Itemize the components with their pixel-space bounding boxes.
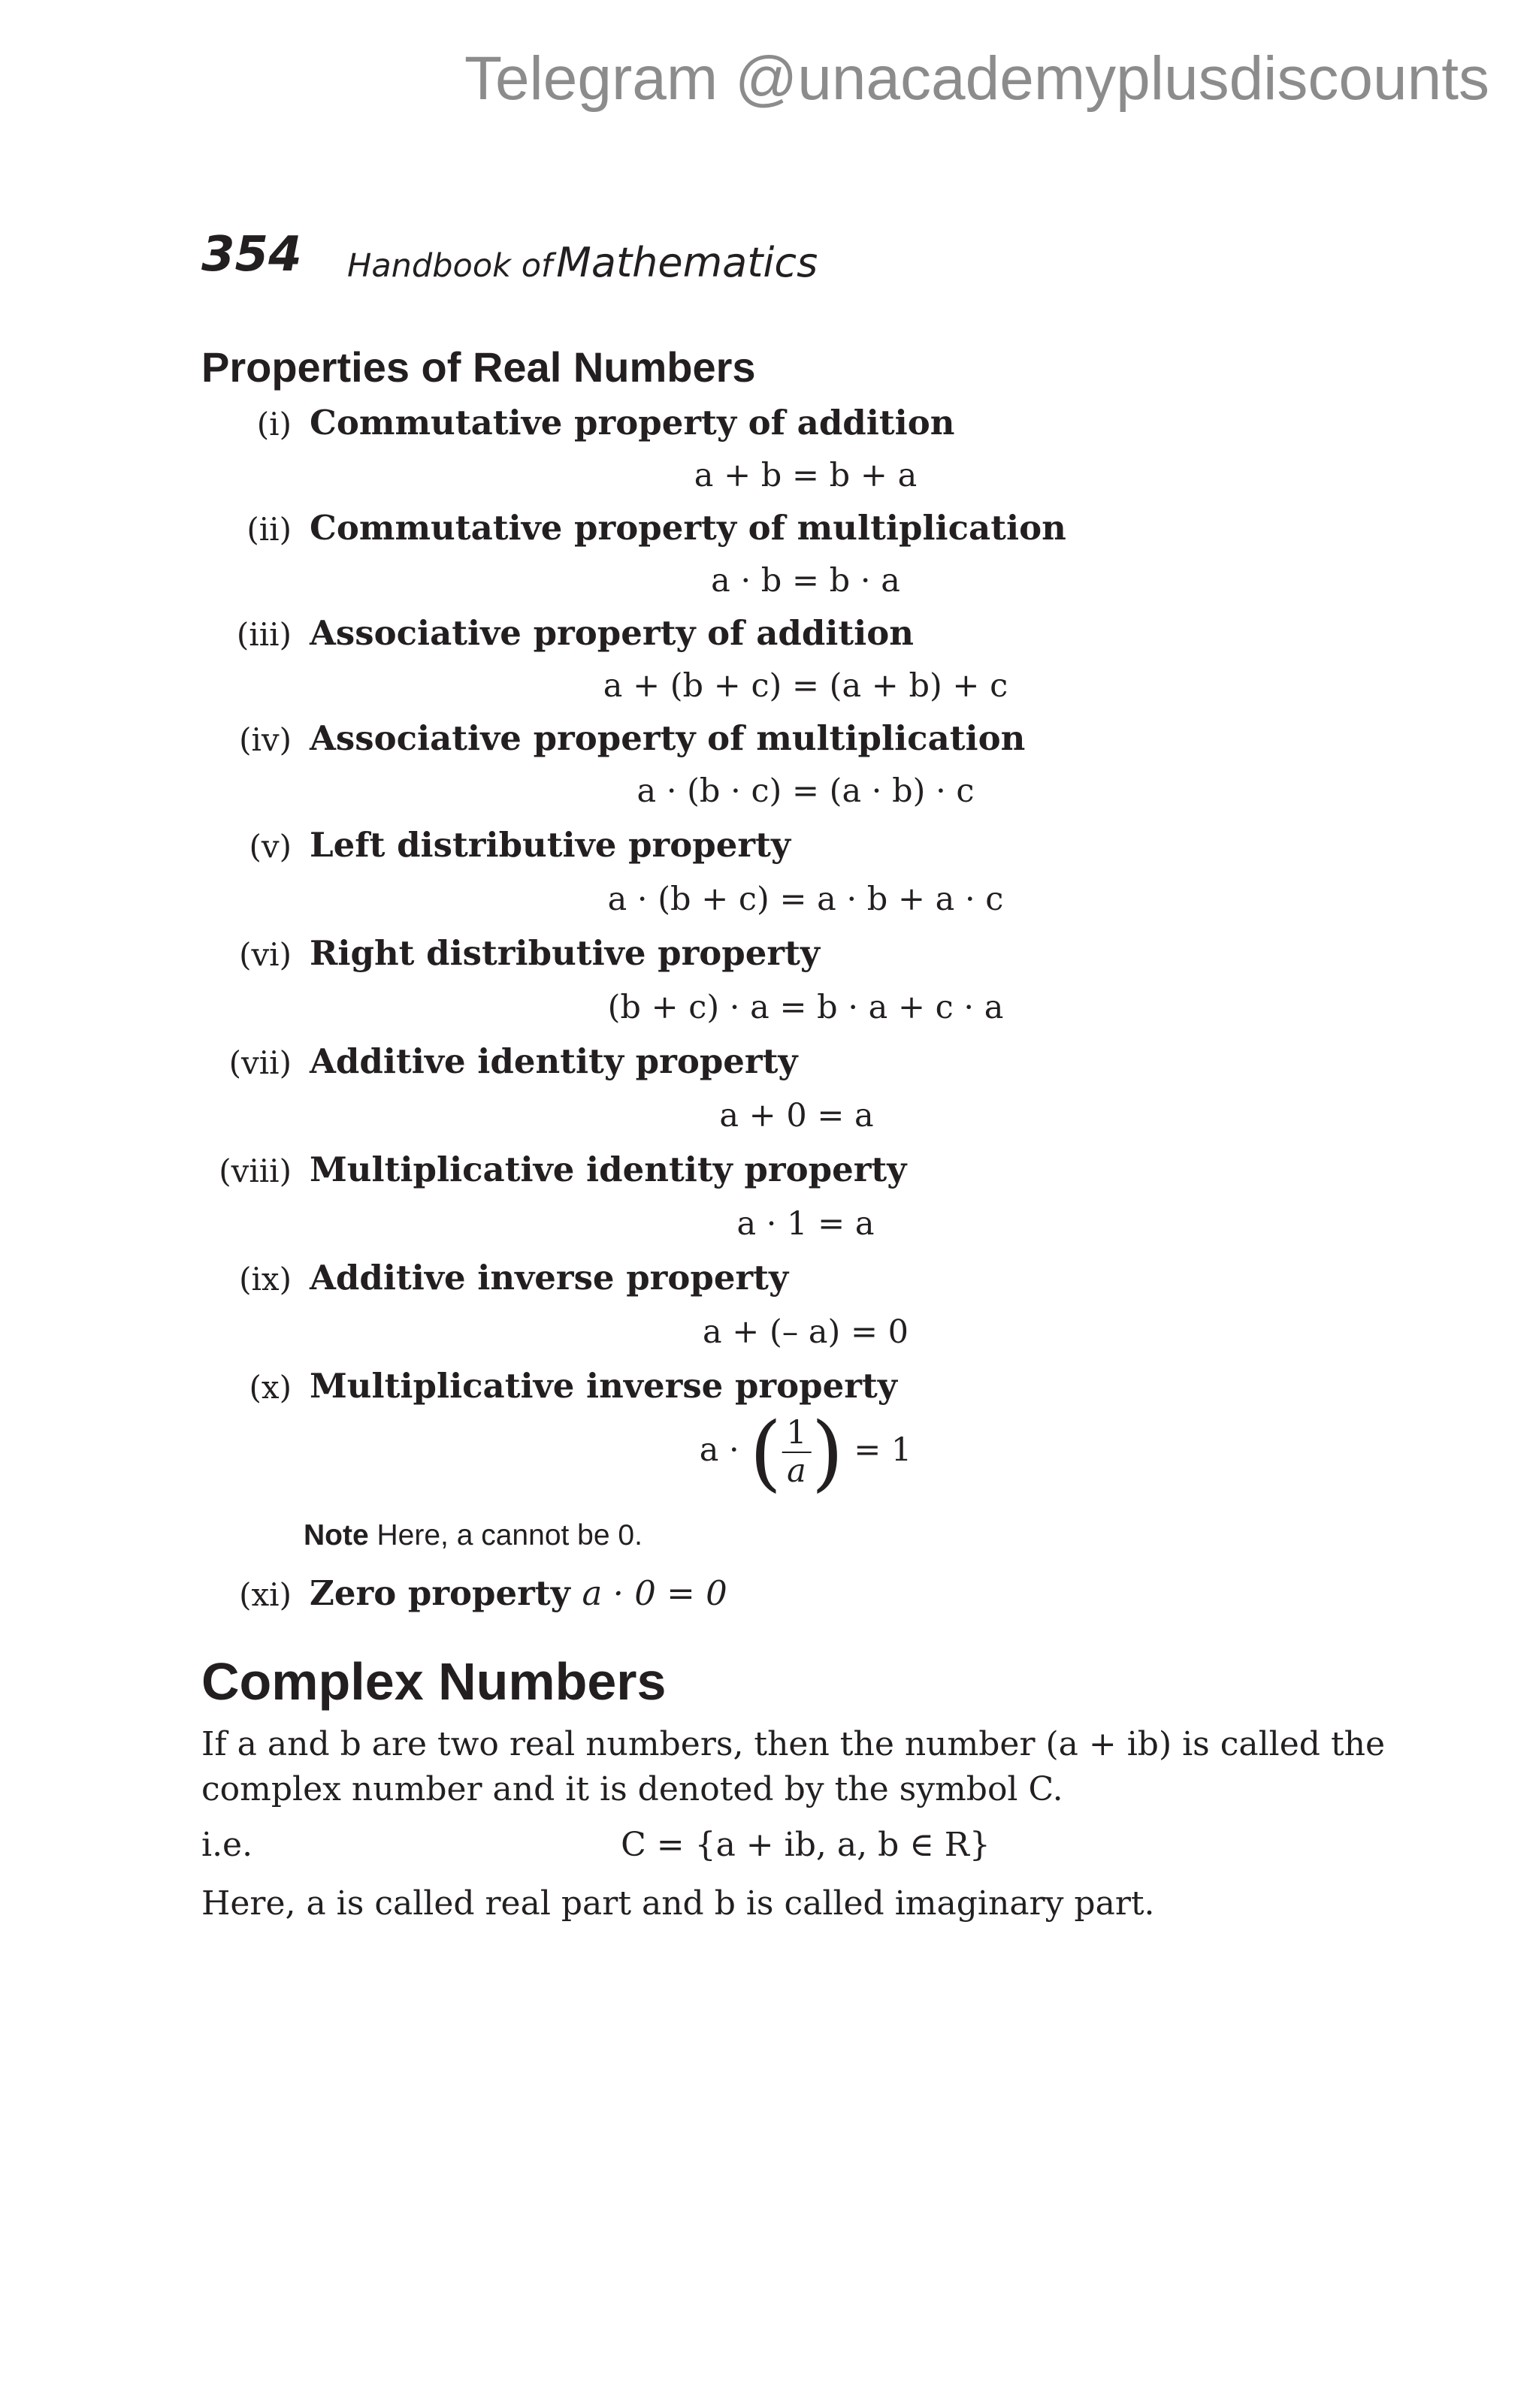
property-equation: (b + c) · a = b · a + c · a xyxy=(607,989,1004,1026)
set-definition: C = {a + ib, a, b ∈ R} xyxy=(621,1826,990,1864)
fraction xyxy=(782,1415,811,1491)
note-label: Note xyxy=(304,1519,369,1551)
eq-prefix: a · xyxy=(699,1431,739,1469)
fraction-denominator: a xyxy=(787,1452,806,1490)
item-number: (ix) xyxy=(239,1261,292,1298)
property-equation: a + 0 = a xyxy=(719,1097,874,1135)
item-number: (iv) xyxy=(239,721,292,758)
paragraph-line: complex number and it is denoted by the symbol C. xyxy=(201,1770,1063,1808)
item-number: (ii) xyxy=(246,511,292,548)
book-title: Mathematics xyxy=(556,239,818,286)
section-title-complex-numbers: Complex Numbers xyxy=(201,1652,667,1711)
item-number: (iii) xyxy=(236,616,292,653)
property-equation: a · (b + c) = a · b + a · c xyxy=(607,881,1004,918)
property-equation: a + (b + c) = (a + b) + c xyxy=(603,667,1008,705)
eq-suffix: = 1 xyxy=(854,1431,912,1469)
property-label: Zero property xyxy=(310,1573,570,1613)
left-paren: ( xyxy=(749,1404,782,1500)
property-equation: a · 1 = a xyxy=(736,1205,875,1243)
item-number: (vi) xyxy=(239,936,292,973)
property-label: Left distributive property xyxy=(310,825,791,865)
note-text: Here, a cannot be 0. xyxy=(376,1519,643,1551)
fraction-numerator: 1 xyxy=(782,1415,811,1453)
property-label-inline xyxy=(310,1573,727,1613)
property-equation: a + (– a) = 0 xyxy=(702,1313,909,1351)
property-equation: a · (b · c) = (a · b) · c xyxy=(636,772,975,810)
property-equation-fraction xyxy=(699,1404,912,1500)
property-equation: a · b = b · a xyxy=(711,562,900,600)
item-number: (viii) xyxy=(219,1153,292,1189)
item-number: (vii) xyxy=(228,1044,292,1081)
running-head xyxy=(347,239,818,286)
watermark: Telegram @unacademyplusdiscounts xyxy=(464,44,1489,113)
item-number: (x) xyxy=(249,1369,292,1406)
book-prefix: Handbook of xyxy=(347,247,553,285)
paragraph-line: If a and b are two real numbers, then the number (a + ib) is called the xyxy=(201,1725,1385,1763)
property-equation: a + b = b + a xyxy=(694,457,918,494)
item-number: (i) xyxy=(256,406,292,443)
property-label: Additive identity property xyxy=(310,1041,798,1081)
right-paren: ) xyxy=(811,1404,844,1500)
ie-label: i.e. xyxy=(201,1826,253,1864)
property-label: Multiplicative inverse property xyxy=(310,1366,897,1406)
item-number: (xi) xyxy=(239,1576,292,1613)
property-label: Additive inverse property xyxy=(310,1258,789,1298)
property-equation: a · 0 = 0 xyxy=(582,1573,727,1613)
property-label: Commutative property of multiplication xyxy=(310,508,1066,548)
item-number: (v) xyxy=(249,828,292,865)
paragraph-line: Here, a is called real part and b is called imaginary part. xyxy=(201,1884,1155,1923)
property-label: Commutative property of addition xyxy=(310,403,955,443)
property-label: Multiplicative identity property xyxy=(310,1150,907,1189)
page-number: 354 xyxy=(201,227,302,282)
section-title-real-numbers: Properties of Real Numbers xyxy=(201,343,756,391)
property-label: Associative property of addition xyxy=(310,613,915,653)
property-label: Associative property of multiplication xyxy=(310,718,1026,758)
property-label: Right distributive property xyxy=(310,933,821,973)
note xyxy=(304,1519,643,1552)
